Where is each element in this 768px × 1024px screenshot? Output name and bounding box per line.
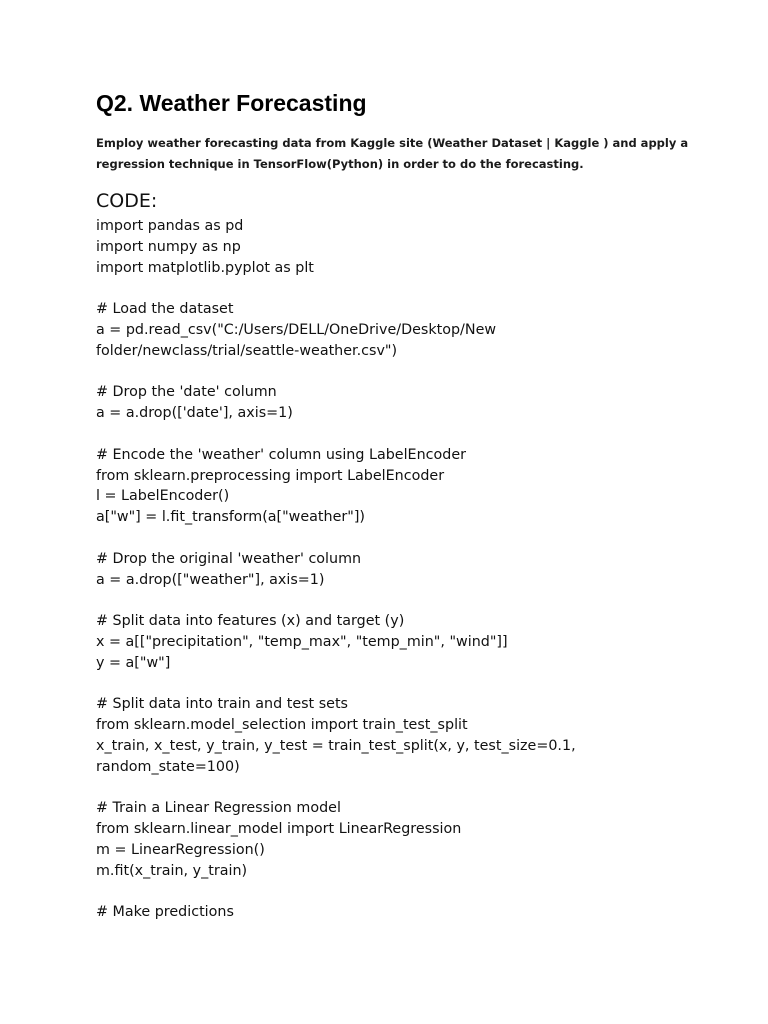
code-line: # Encode the 'weather' column using LabelEncoder: [96, 446, 467, 463]
code-line: # Drop the original 'weather' column: [96, 550, 362, 567]
task-description-line: Employ weather forecasting data from Kaggle site (Weather Dataset | Kaggle ) and apply a: [96, 136, 689, 150]
code-line: [96, 882, 716, 903]
task-description-line: regression technique in TensorFlow(Python) in order to do the forecasting.: [96, 157, 584, 171]
code-line: # Make predictions: [96, 904, 234, 921]
code-line: # Split data into features (x) and target (y): [96, 613, 405, 630]
code-line: x = a[["precipitation", "temp_max", "temp_min", "wind"]]: [96, 633, 508, 650]
code-line: random_state=100): [96, 758, 240, 775]
code-line: a = a.drop(["weather"], axis=1): [96, 571, 325, 588]
code-line: # Train a Linear Regression model: [96, 800, 341, 817]
code-line: [96, 362, 716, 383]
code-line: a["w"] = l.fit_transform(a["weather"]): [96, 509, 366, 526]
code-line: from sklearn.linear_model import LinearRegression: [96, 821, 462, 838]
code-block: [96, 216, 716, 923]
code-line: [96, 278, 716, 299]
code-line: # Load the dataset: [96, 301, 234, 318]
code-line: x_train, x_test, y_train, y_test = train_test_split(x, y, test_size=0.1,: [96, 737, 576, 754]
code-line: m.fit(x_train, y_train): [96, 862, 248, 879]
code-line: y = a["w"]: [96, 654, 171, 671]
code-line: from sklearn.model_selection import train_test_split: [96, 717, 468, 734]
code-line: [96, 778, 716, 799]
code-line: a = a.drop(['date'], axis=1): [96, 405, 293, 422]
code-line: # Drop the 'date' column: [96, 384, 277, 401]
code-line: [96, 528, 716, 549]
code-line: folder/newclass/trial/seattle-weather.csv"): [96, 342, 398, 359]
code-line: [96, 590, 716, 611]
code-line: import pandas as pd: [96, 218, 244, 234]
code-line: a = pd.read_csv("C:/Users/DELL/OneDrive/Desktop/New: [96, 321, 497, 338]
code-line: [96, 424, 716, 445]
code-line: [96, 674, 716, 695]
code-heading: CODE:: [96, 190, 158, 212]
document-title: Q2. Weather Forecasting: [96, 90, 367, 116]
code-line: # Split data into train and test sets: [96, 696, 349, 713]
code-line: import matplotlib.pyplot as plt: [96, 259, 314, 276]
code-line: from sklearn.preprocessing import LabelEncoder: [96, 467, 445, 484]
code-line: l = LabelEncoder(): [96, 488, 230, 505]
code-line: import numpy as np: [96, 238, 241, 255]
task-description: [96, 133, 689, 175]
code-line: m = LinearRegression(): [96, 841, 265, 858]
